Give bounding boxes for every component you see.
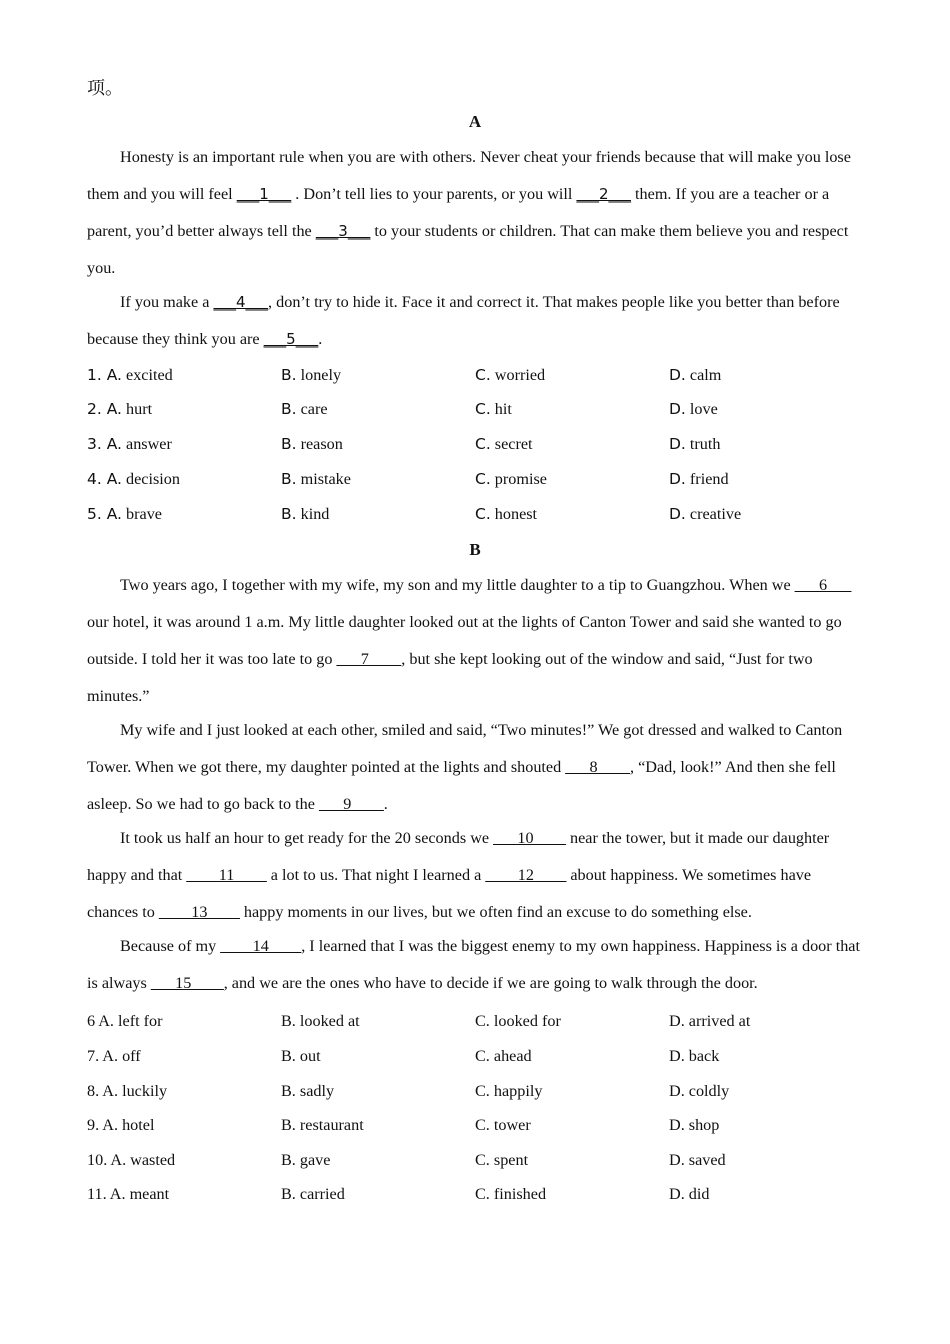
option-row-10 — [87, 1151, 867, 1175]
section-a-paragraph-2 — [87, 284, 862, 358]
option-b: B. restaurant — [281, 1116, 364, 1134]
text-run: Because of my — [120, 937, 221, 955]
option-c: C. spent — [475, 1151, 529, 1169]
option-b: B. gave — [281, 1151, 331, 1169]
text-run: If you make a — [120, 293, 214, 311]
option-row-7 — [87, 1047, 867, 1071]
option-row-9 — [87, 1116, 867, 1140]
option-a: 2. A. hurt — [87, 400, 153, 418]
option-b: B. mistake — [281, 470, 351, 488]
text-run: . — [383, 795, 388, 813]
text-run: , and we are the ones who have to decide if we are going to walk through the door. — [223, 974, 758, 992]
blank-14: ____14____ — [220, 937, 302, 955]
option-a: 5. A. brave — [87, 505, 162, 523]
text-run: . Don’t tell lies to your parents, or you will — [291, 185, 577, 203]
option-d: D. love — [669, 400, 718, 418]
text-run: them. If you are a teacher or a parent, you’d better always tell the — [87, 185, 830, 240]
option-d: D. arrived at — [669, 1012, 751, 1030]
section-b-passage — [87, 567, 862, 1002]
text-run: . — [318, 330, 323, 348]
option-c: C. tower — [475, 1116, 531, 1134]
blank-9: ___9____ — [318, 795, 384, 813]
section-b-paragraph-4 — [87, 928, 862, 1002]
option-row-5 — [87, 505, 867, 529]
option-b: B. looked at — [281, 1012, 360, 1030]
text-run: about happiness. We sometimes have chances to — [87, 866, 812, 921]
option-a: 1. A. excited — [87, 366, 173, 384]
blank-13: ____13____ — [158, 903, 240, 921]
option-b: B. lonely — [281, 366, 342, 384]
text-run: to your students or children. That can make them believe you and respect you. — [87, 222, 849, 277]
blank-12: ____12____ — [485, 866, 567, 884]
text-run: , “Dad, look!” And then she fell asleep. So we had to go back to the — [87, 758, 836, 813]
option-c: C. happily — [475, 1082, 543, 1100]
section-instruction-fragment: 项。 — [87, 78, 123, 99]
option-a: 8. A. luckily — [87, 1082, 168, 1100]
section-b-paragraph-2 — [87, 712, 862, 823]
option-b: B. out — [281, 1047, 321, 1065]
text-run: , don’t try to hide it. Face it and correct it. That makes people like you better than before because they think you are — [87, 293, 840, 348]
option-row-3 — [87, 435, 867, 459]
section-a-passage — [87, 139, 862, 358]
blank-5: ___5___ — [263, 330, 319, 348]
option-a: 3. A. answer — [87, 435, 172, 453]
text-run: My wife and I just looked at each other, smiled and said, “Two minutes!” We got dressed and walked to Canton Tower. When we got there, my daughter pointed at the lights and shouted — [87, 721, 843, 776]
option-d: D. saved — [669, 1151, 726, 1169]
option-row-4 — [87, 470, 867, 494]
option-row-11 — [87, 1185, 867, 1209]
option-b: B. sadly — [281, 1082, 335, 1100]
option-c: C. secret — [475, 435, 533, 453]
option-a: 11. A. meant — [87, 1185, 170, 1203]
text-run: Honesty is an important rule when you are with others. Never cheat your friends because that will make you lose them and you will feel — [87, 148, 851, 203]
option-row-2 — [87, 400, 867, 424]
text-run: , I learned that I was the biggest enemy to my own happiness. Happiness is a door that is always — [87, 937, 860, 992]
blank-7: ___7____ — [336, 650, 402, 668]
option-d: D. coldly — [669, 1082, 730, 1100]
option-d: D. shop — [669, 1116, 720, 1134]
section-b-paragraph-1 — [87, 567, 862, 715]
option-c: C. hit — [475, 400, 512, 418]
text-run: It took us half an hour to get ready for the 20 seconds we — [120, 829, 494, 847]
option-c: C. looked for — [475, 1012, 561, 1030]
option-row-6 — [87, 1012, 867, 1036]
option-a: 6 A. left for — [87, 1012, 163, 1030]
option-d: D. friend — [669, 470, 729, 488]
blank-8: ___8____ — [565, 758, 630, 776]
option-b: B. care — [281, 400, 328, 418]
option-a: 10. A. wasted — [87, 1151, 176, 1169]
blank-11: ____11____ — [186, 866, 267, 884]
blank-4: ___4___ — [213, 293, 269, 311]
blank-6: ___6___ — [794, 576, 852, 594]
option-b: B. reason — [281, 435, 343, 453]
text-run: our hotel, it was around 1 a.m. My little daughter looked out at the lights of Canton Tower and said she wanted to go outside. I told her it was too late to go — [87, 613, 842, 668]
text-run: , but she kept looking out of the window and said, “Just for two minutes.” — [87, 650, 813, 705]
section-b-heading: B — [469, 540, 481, 559]
option-row-8 — [87, 1082, 867, 1106]
option-c: C. finished — [475, 1185, 547, 1203]
option-a: 7. A. off — [87, 1047, 141, 1065]
blank-2: ___2___ — [576, 185, 631, 203]
text-run: near the tower, but it made our daughter happy and that — [87, 829, 830, 884]
option-d: D. creative — [669, 505, 742, 523]
blank-3: ___3___ — [315, 222, 371, 240]
section-a-heading: A — [468, 112, 482, 131]
blank-15: ___15____ — [150, 974, 224, 992]
option-c: C. honest — [475, 505, 538, 523]
blank-1: ___1___ — [236, 185, 292, 203]
section-a-paragraph-1 — [87, 139, 862, 287]
section-b-paragraph-3 — [87, 820, 862, 931]
text-run: a lot to us. That night I learned a — [266, 866, 486, 884]
option-row-1 — [87, 366, 867, 390]
blank-10: ___10____ — [493, 829, 566, 847]
option-c: C. ahead — [475, 1047, 532, 1065]
option-b: B. carried — [281, 1185, 345, 1203]
option-d: D. truth — [669, 435, 721, 453]
option-c: C. promise — [475, 470, 547, 488]
text-run: happy moments in our lives, but we often find an excuse to do something else. — [239, 903, 752, 921]
option-b: B. kind — [281, 505, 330, 523]
option-c: C. worried — [475, 366, 546, 384]
option-d: D. back — [669, 1047, 720, 1065]
option-d: D. did — [669, 1185, 710, 1203]
option-a: 9. A. hotel — [87, 1116, 155, 1134]
text-run: Two years ago, I together with my wife, my son and my little daughter to a tip to Guangzhou. When we — [120, 576, 795, 594]
option-d: D. calm — [669, 366, 722, 384]
option-a: 4. A. decision — [87, 470, 180, 488]
